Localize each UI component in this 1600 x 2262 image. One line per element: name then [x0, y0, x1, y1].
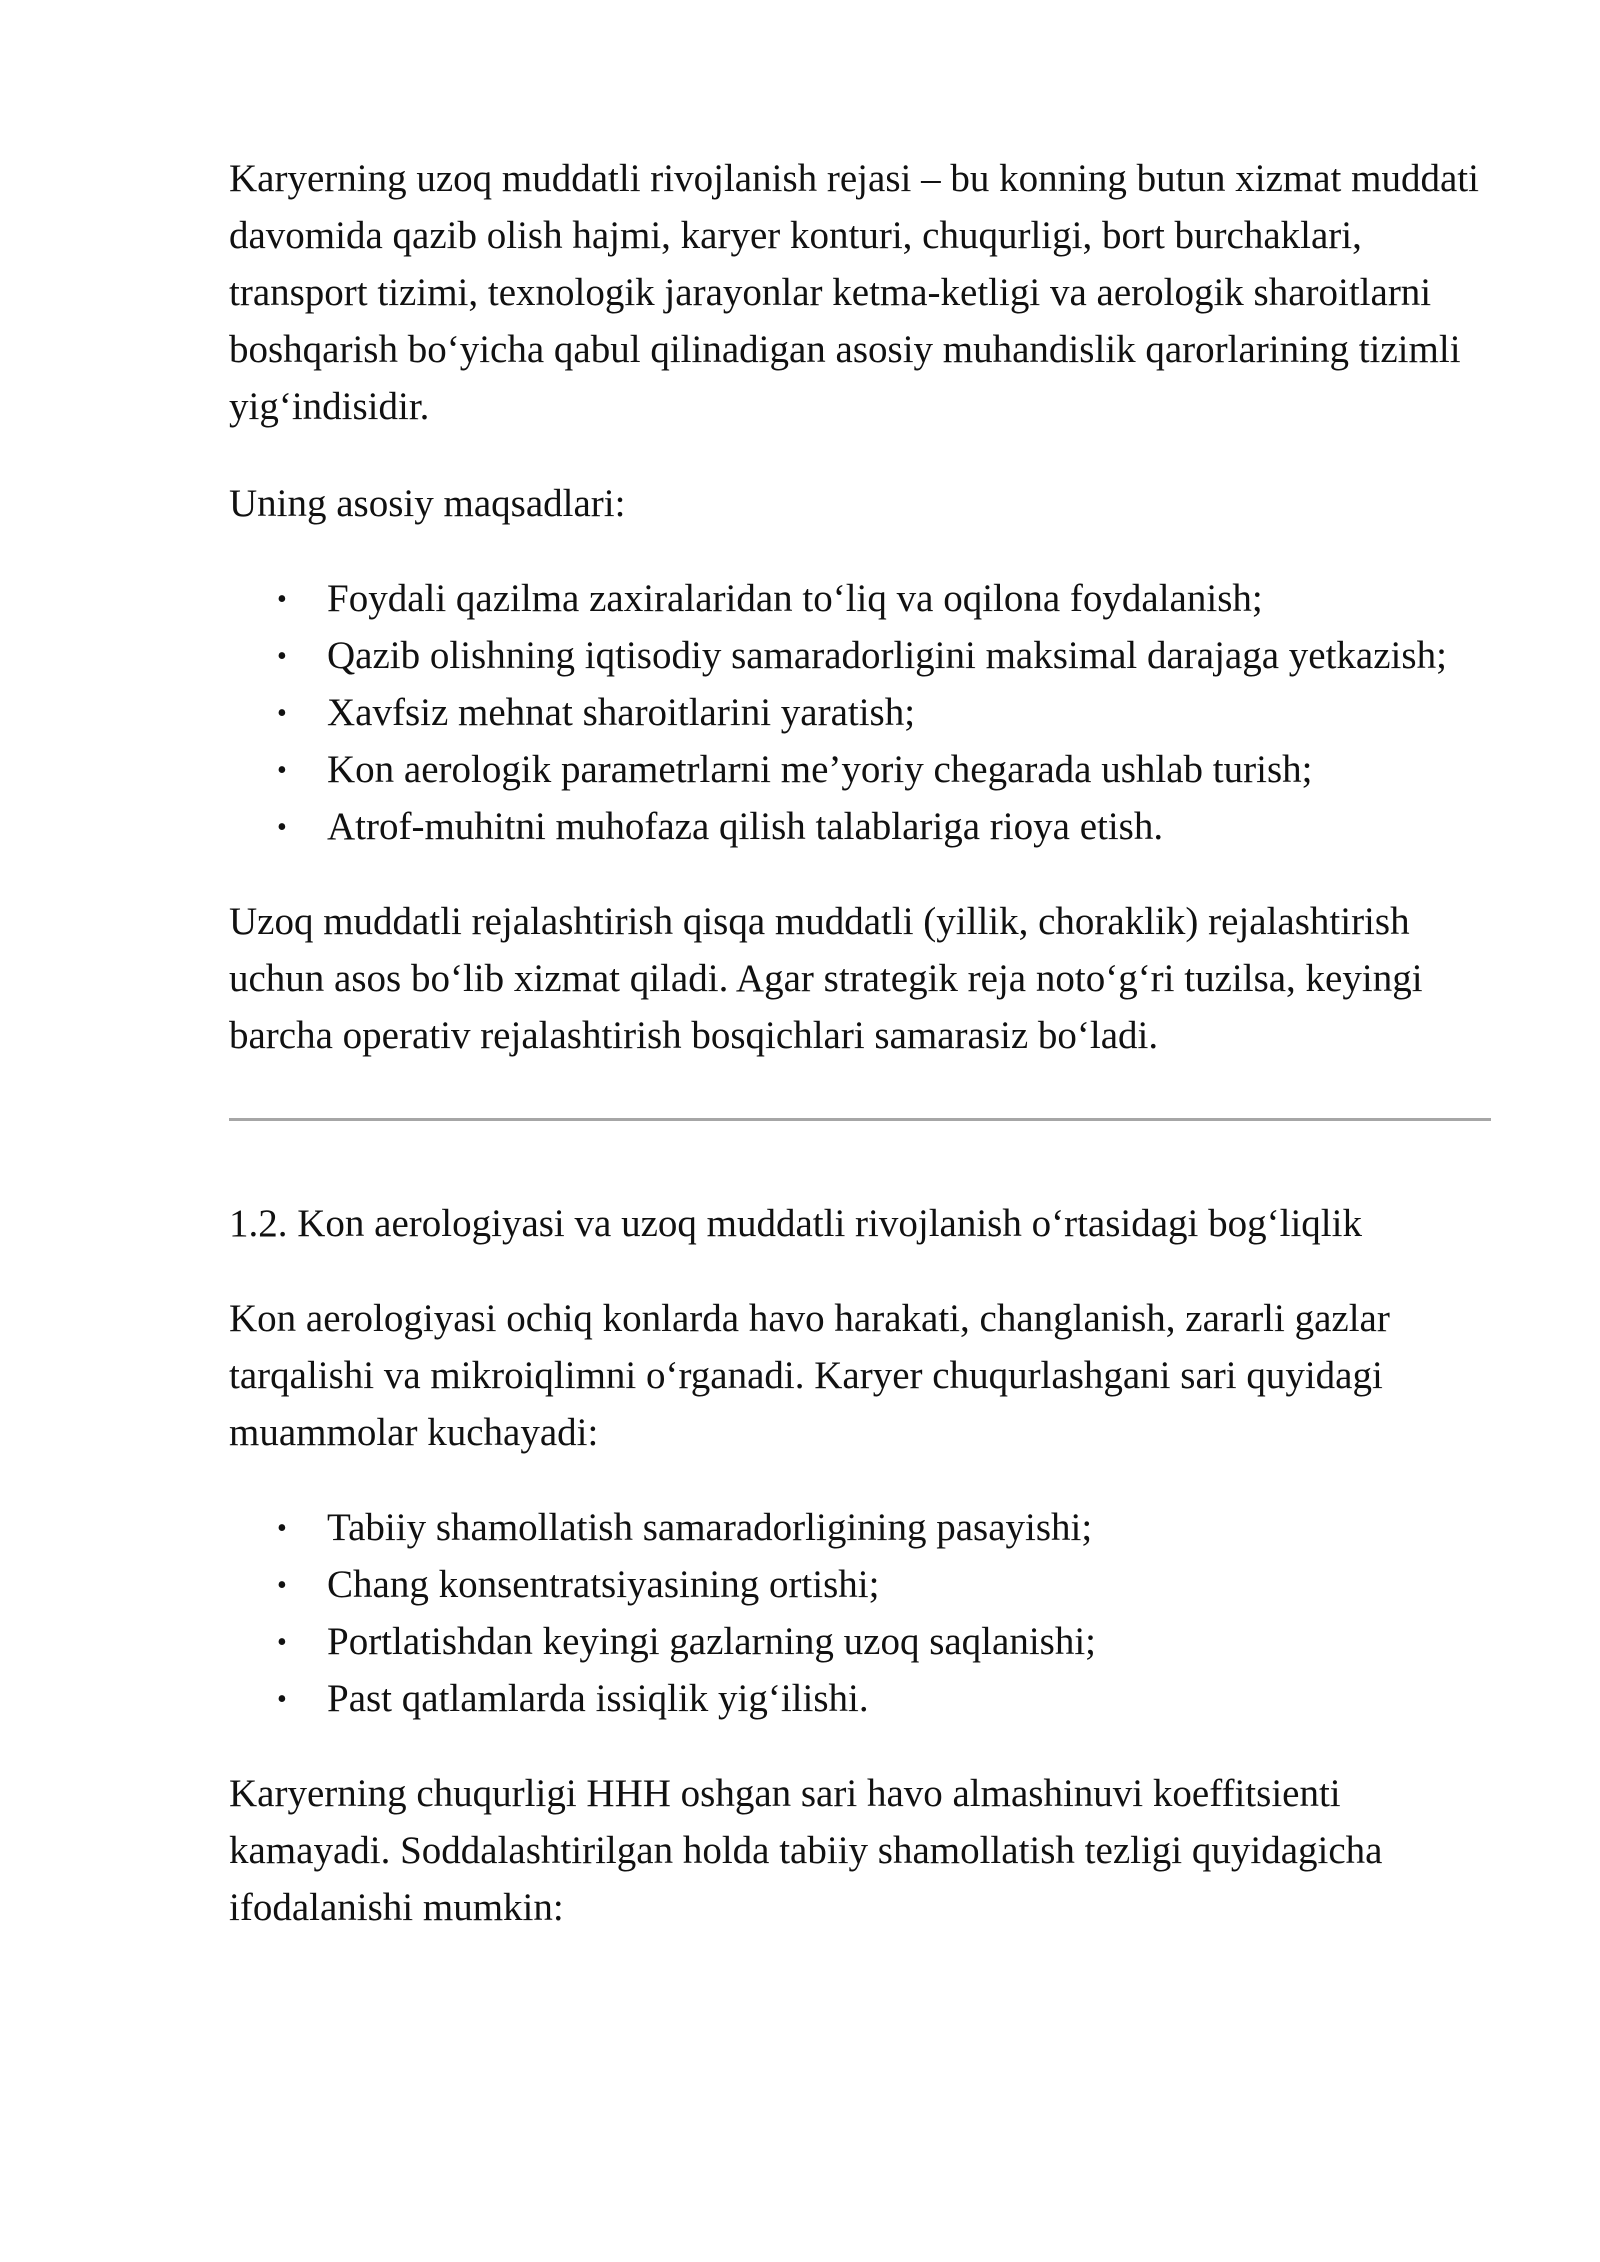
bullet-icon: •: [277, 1570, 287, 1601]
list-item: [229, 570, 1491, 627]
list-item-text: Foydali qazilma zaxiralaridan to‘liq va oqilona foydalanish;: [327, 577, 1263, 620]
list-item-text: Past qatlamlarda issiqlik yig‘ilishi.: [327, 1677, 869, 1720]
bullet-icon: •: [277, 812, 287, 843]
list-item-text: Kon aerologik parametrlarni me’yoriy chegarada ushlab turish;: [327, 748, 1313, 791]
list-item: [229, 798, 1491, 855]
list-item: [229, 1613, 1491, 1670]
paragraph-mine-aerology: Kon aerologiyasi ochiq konlarda havo harakati, changlanish, zararli gazlar tarqalishi va mikroiqlimni o‘rganadi. Karyer chuqurlashgani sari quyidagi muammolar kuchayadi:: [229, 1297, 1390, 1454]
list-item: [229, 741, 1491, 798]
paragraph-depth-ventilation: Karyerning chuqurligi HHH oshgan sari havo almashinuvi koeffitsienti kamayadi. Soddalashtirilgan holda tabiiy shamollatish tezligi quyidagicha ifodalanishi mumkin:: [229, 1772, 1383, 1929]
bullet-icon: •: [277, 698, 287, 729]
goals-list: [229, 570, 1491, 855]
list-item: [229, 1670, 1491, 1727]
paragraph-goals-intro: Uning asosiy maqsadlari:: [229, 482, 626, 525]
section-heading: 1.2. Kon aerologiyasi va uzoq muddatli rivojlanish o‘rtasidagi bog‘liqlik: [229, 1202, 1362, 1245]
list-item: [229, 684, 1491, 741]
list-item-text: Qazib olishning iqtisodiy samaradorligini maksimal darajaga yetkazish;: [327, 634, 1447, 677]
list-item-text: Xavfsiz mehnat sharoitlarini yaratish;: [327, 691, 916, 734]
bullet-icon: •: [277, 1513, 287, 1544]
horizontal-divider: [229, 1118, 1491, 1121]
list-item-text: Portlatishdan keyingi gazlarning uzoq saqlanishi;: [327, 1620, 1097, 1663]
bullet-icon: •: [277, 755, 287, 786]
problems-list: [229, 1499, 1491, 1727]
document-page: [229, 150, 1491, 1936]
list-item-text: Chang konsentratsiyasining ortishi;: [327, 1563, 880, 1606]
list-item-text: Atrof-muhitni muhofaza qilish talablariga rioya etish.: [327, 805, 1164, 848]
paragraph-long-term-planning: Uzoq muddatli rejalashtirish qisqa muddatli (yillik, choraklik) rejalashtirish uchun asos bo‘lib xizmat qiladi. Agar strategik reja noto‘g‘ri tuzilsa, keyingi barcha operativ rejalashtirish bosqichlari samarasiz bo‘ladi.: [229, 900, 1423, 1057]
paragraph-plan-definition: Karyerning uzoq muddatli rivojlanish rejasi – bu konning butun xizmat muddati davomida qazib olish hajmi, karyer konturi, chuqurligi, bort burchaklari, transport tizimi, texnologik jarayonlar ketma-ketligi va aerologik sharoitlarni boshqarish bo‘yicha qabul qilinadigan asosiy muhandislik qarorlarining tizimli yig‘indisidir.: [229, 157, 1479, 428]
bullet-icon: •: [277, 584, 287, 615]
bullet-icon: •: [277, 641, 287, 672]
bullet-icon: •: [277, 1627, 287, 1658]
list-item: [229, 1556, 1491, 1613]
list-item: [229, 1499, 1491, 1556]
list-item-text: Tabiiy shamollatish samaradorligining pasayishi;: [327, 1506, 1093, 1549]
list-item: [229, 627, 1491, 684]
bullet-icon: •: [277, 1684, 287, 1715]
